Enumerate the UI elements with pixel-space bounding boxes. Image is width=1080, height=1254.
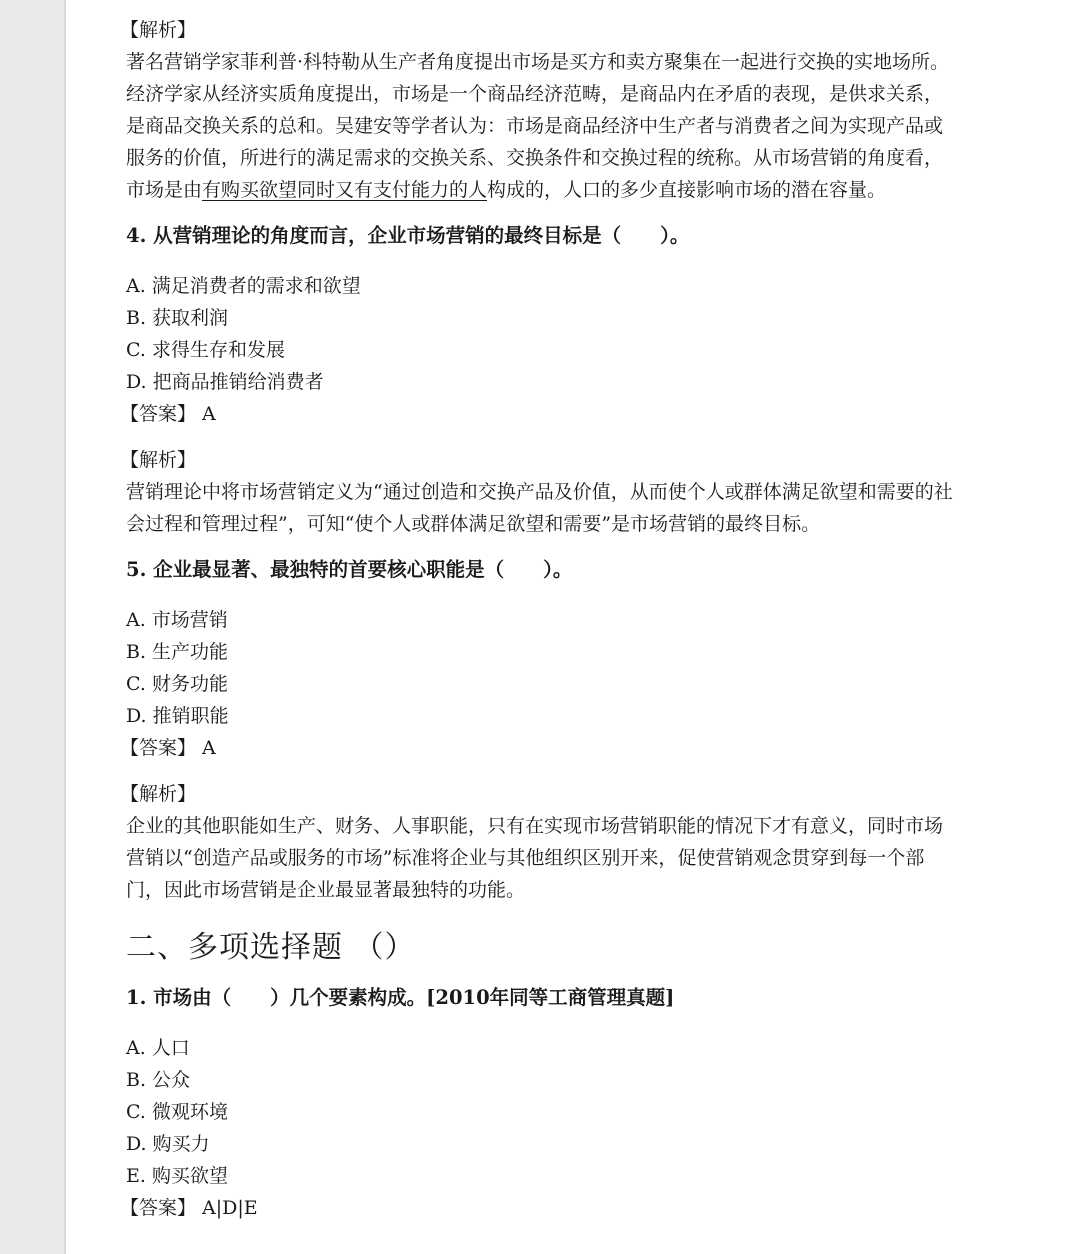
answer: 【答案】 A xyxy=(120,403,216,425)
answer: 【答案】 A|D|E xyxy=(120,1197,258,1219)
option-a: A. 市场营销 xyxy=(126,609,228,631)
option-e: E. 购买欲望 xyxy=(126,1165,228,1187)
option-a: A. 人口 xyxy=(126,1037,190,1059)
answer: 【答案】 A xyxy=(120,737,216,759)
option-c: C. 微观环境 xyxy=(126,1101,228,1123)
analysis-line xyxy=(126,174,1036,206)
option-b: B. 生产功能 xyxy=(126,641,229,663)
underlined-text: 有购买欲望同时又有支付能力的人 xyxy=(202,179,488,201)
option-b: B. 公众 xyxy=(126,1069,191,1091)
page-content xyxy=(120,14,1036,1224)
analysis-line: 经济学家从经济实质角度提出，市场是一个商品经济范畴，是商品内在矛盾的表现，是供求关系， xyxy=(126,83,944,105)
option-d: D. 推销职能 xyxy=(126,705,229,727)
text-segment: 市场是由 xyxy=(126,179,203,201)
analysis-line: 服务的价值，所进行的满足需求的交换关系、交换条件和交换过程的统称。从市场营销的角度看， xyxy=(126,147,944,169)
option-c: C. 财务功能 xyxy=(126,673,228,695)
document-page xyxy=(66,0,1080,1254)
analysis-label: 【解析】 xyxy=(120,783,197,805)
question-5: 5. 企业最显著、最独特的首要核心职能是（ ）。 xyxy=(126,558,573,581)
analysis-line: 门，因此市场营销是企业最显著最独特的功能。 xyxy=(126,879,526,901)
text-segment: 构成的，人口的多少直接影响市场的潜在容量。 xyxy=(487,179,887,201)
analysis-line: 企业的其他职能如生产、财务、人事职能，只有在实现市场营销职能的情况下才有意义，同时市场 xyxy=(126,815,944,837)
left-margin-strip xyxy=(0,0,64,1254)
analysis-line: 营销以“创造产品或服务的市场”标准将企业与其他组织区别开来，促使营销观念贯穿到每一个部 xyxy=(126,847,925,869)
multi-question-1: 1. 市场由（ ）几个要素构成。[2010年同等工商管理真题] xyxy=(126,986,675,1009)
option-a: A. 满足消费者的需求和欲望 xyxy=(126,275,361,297)
analysis-line: 会过程和管理过程”，可知“使个人或群体满足欲望和需要”是市场营销的最终目标。 xyxy=(126,513,821,535)
analysis-line: 营销理论中将市场营销定义为“通过创造和交换产品及价值，从而使个人或群体满足欲望和需要的社 xyxy=(126,481,953,503)
question-4: 4. 从营销理论的角度而言，企业市场营销的最终目标是（ ）。 xyxy=(126,224,690,247)
option-d: D. 购买力 xyxy=(126,1133,210,1155)
section-title: 二、多项选择题 （） xyxy=(126,930,416,965)
option-c: C. 求得生存和发展 xyxy=(126,339,285,361)
option-b: B. 获取利润 xyxy=(126,307,229,329)
option-d: D. 把商品推销给消费者 xyxy=(126,371,324,393)
analysis-label: 【解析】 xyxy=(120,449,197,471)
analysis-label: 【解析】 xyxy=(120,19,197,41)
analysis-line: 是商品交换关系的总和。吴建安等学者认为：市场是商品经济中生产者与消费者之间为实现产品或 xyxy=(126,115,944,137)
analysis-line: 著名营销学家菲利普·科特勒从生产者角度提出市场是买方和卖方聚集在一起进行交换的实地场所。 xyxy=(126,51,950,73)
